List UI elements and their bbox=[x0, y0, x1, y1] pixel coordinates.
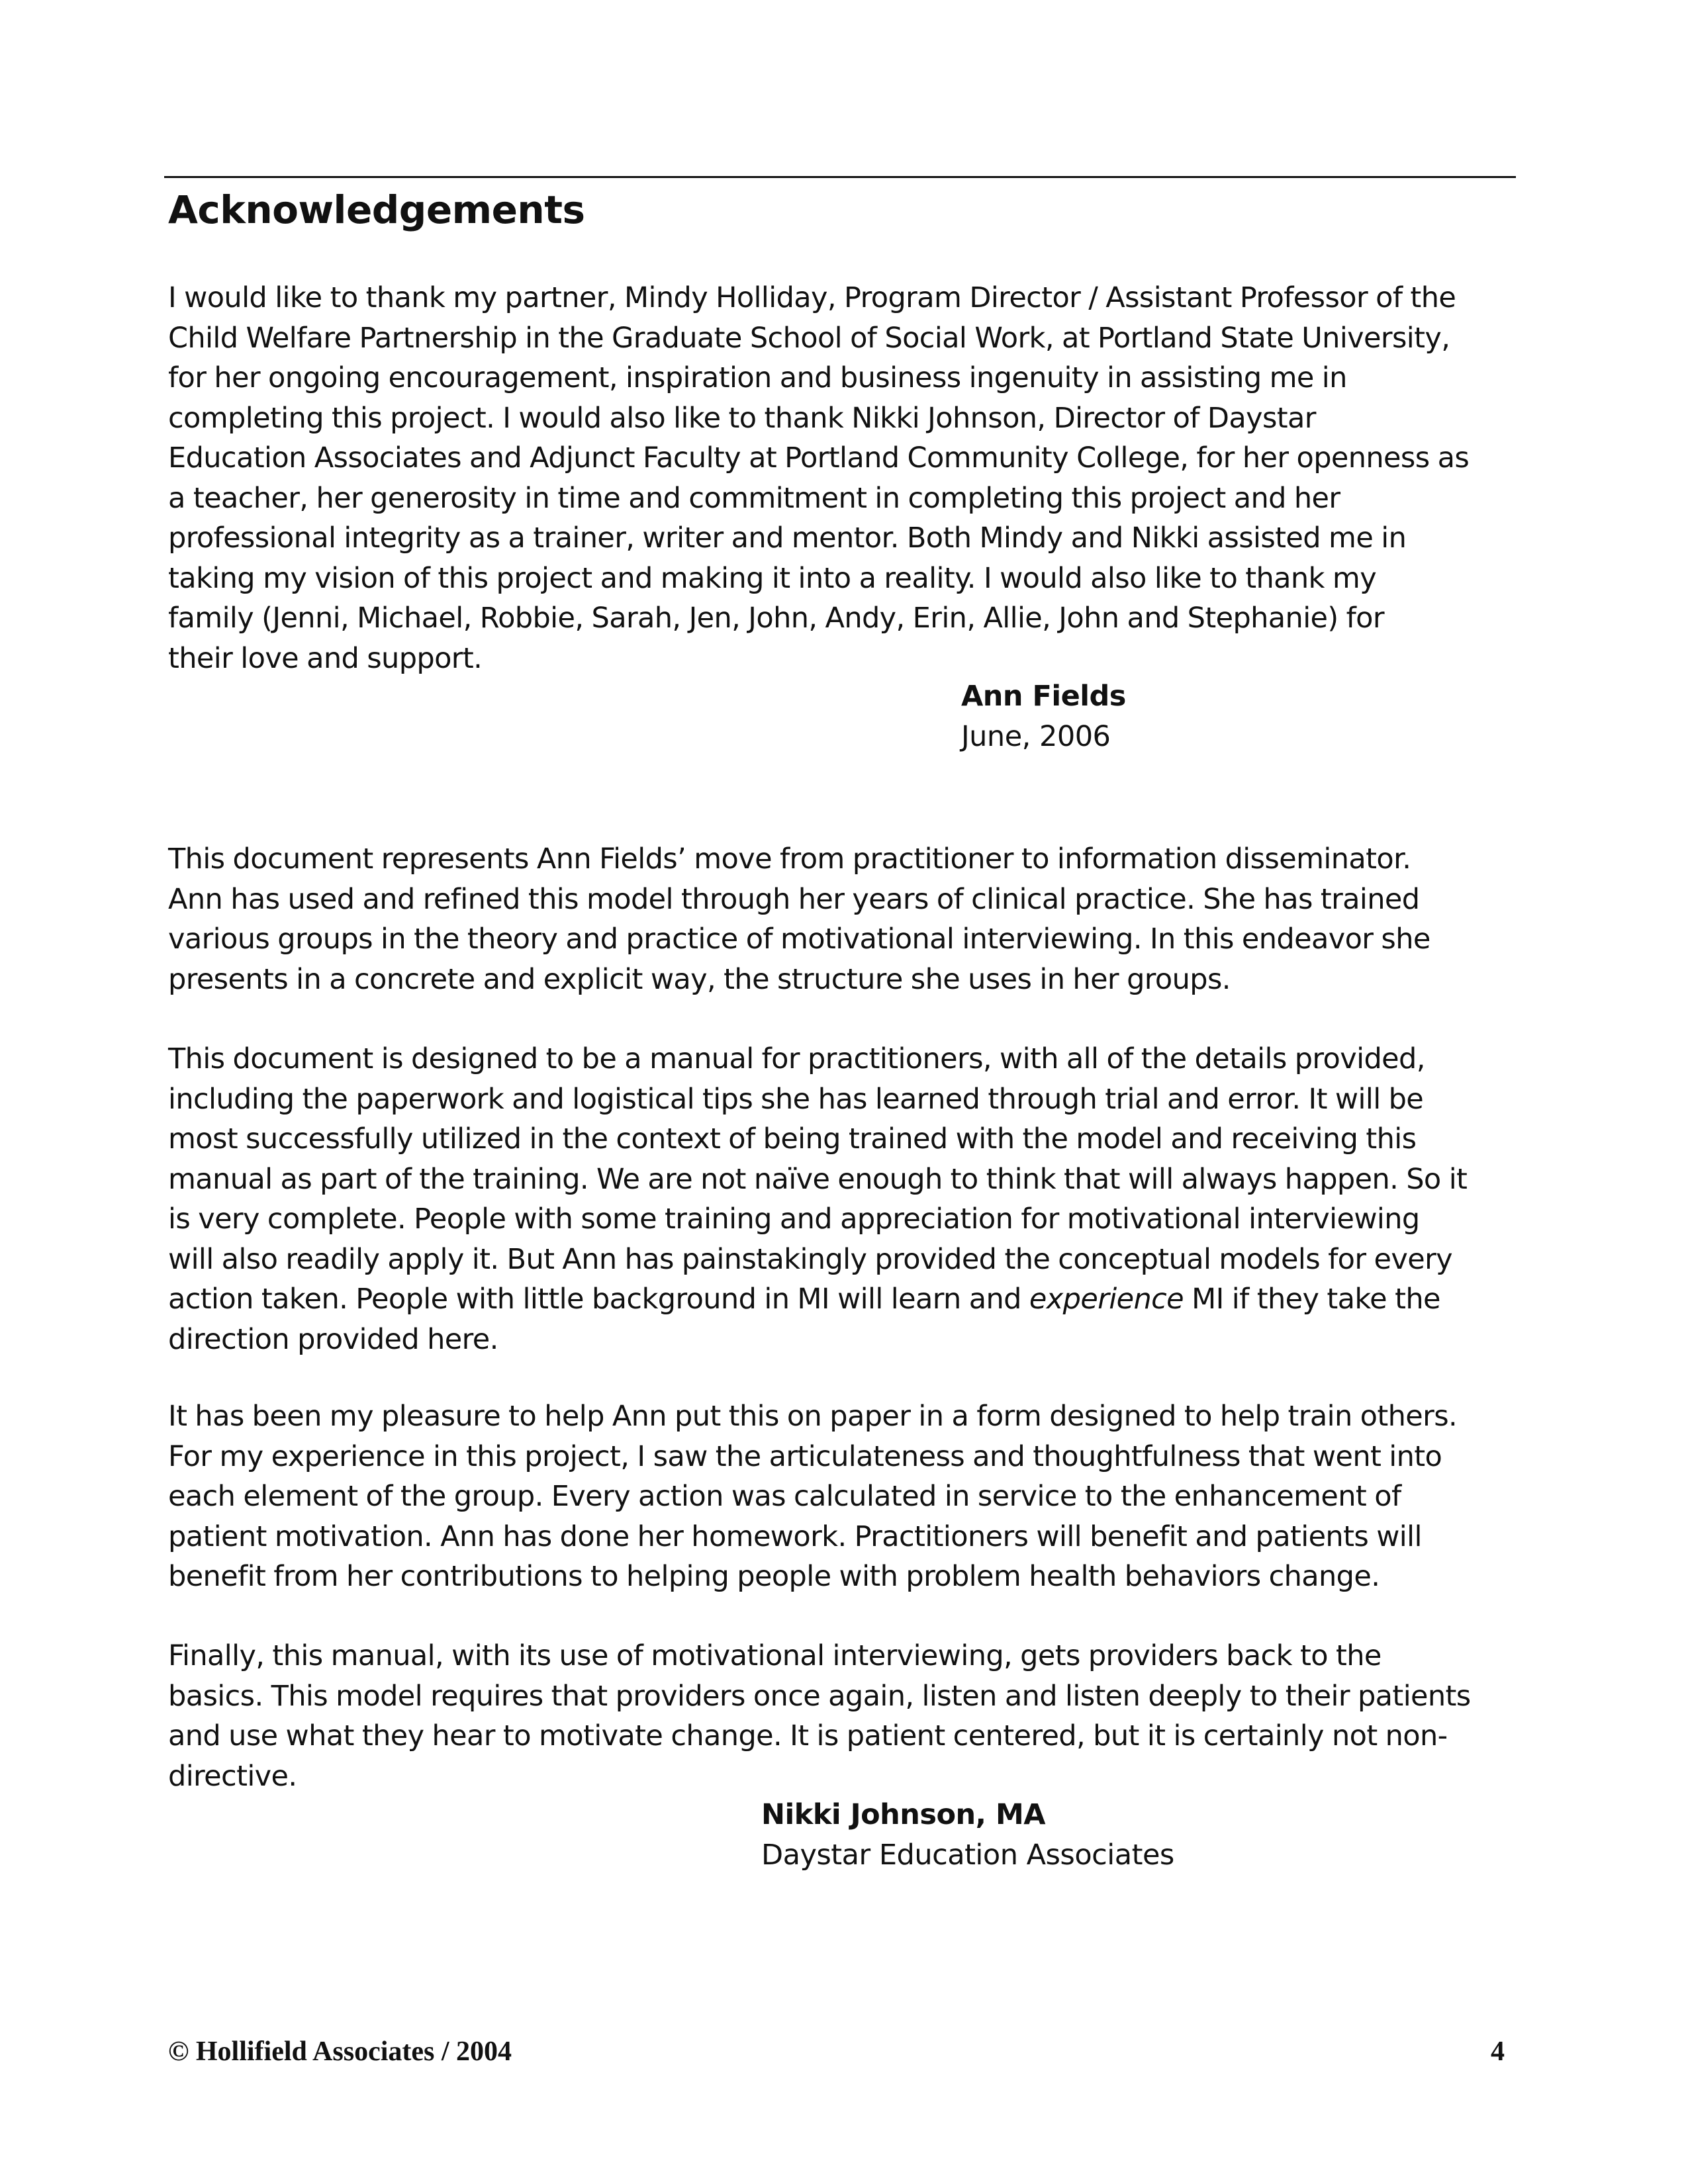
page-number: 4 bbox=[1491, 2036, 1505, 2067]
text-line: benefit from her contributions to helping people with problem health behaviors change. bbox=[168, 1560, 1380, 1593]
text-line: direction provided here. bbox=[168, 1322, 498, 1356]
foreword-author-organization: Daystar Education Associates bbox=[761, 1838, 1174, 1872]
author-date: June, 2006 bbox=[961, 719, 1111, 753]
header-rule bbox=[164, 176, 1516, 178]
text-line: Ann has used and refined this model through her years of clinical practice. She has trained bbox=[168, 882, 1420, 916]
text-line: Finally, this manual, with its use of motivational interviewing, gets providers back to the bbox=[168, 1639, 1382, 1672]
foreword-signature bbox=[761, 1795, 1174, 1875]
text-line: Child Welfare Partnership in the Graduate School of Social Work, at Portland State University, bbox=[168, 321, 1450, 355]
text-line: professional integrity as a trainer, writer and mentor. Both Mindy and Nikki assisted me in bbox=[168, 522, 1407, 555]
foreword-paragraph-1 bbox=[168, 839, 1525, 999]
text-line: patient motivation. Ann has done her homework. Practitioners will benefit and patients will bbox=[168, 1520, 1422, 1553]
text-line: basics. This model requires that providers once again, listen and listen deeply to their patients bbox=[168, 1679, 1471, 1713]
text-line: various groups in the theory and practice of motivational interviewing. In this endeavor she bbox=[168, 923, 1430, 956]
foreword-paragraph-3 bbox=[168, 1396, 1525, 1597]
acknowledgement-paragraph bbox=[168, 278, 1525, 678]
text-line: completing this project. I would also like to thank Nikki Johnson, Director of Daystar bbox=[168, 401, 1316, 435]
author-name: Ann Fields bbox=[961, 680, 1126, 713]
text-line: This document is designed to be a manual for practitioners, with all of the details provided, bbox=[168, 1042, 1425, 1075]
text-line: for her ongoing encouragement, inspiration and business ingenuity in assisting me in bbox=[168, 361, 1347, 394]
text-line: most successfully utilized in the context of being trained with the model and receiving this bbox=[168, 1122, 1417, 1156]
author-signature bbox=[961, 676, 1126, 756]
text-segment: MI if they take the bbox=[1184, 1283, 1440, 1316]
text-line: This document represents Ann Fields’ move from practitioner to information disseminator. bbox=[168, 842, 1411, 876]
text-line-with-emphasis bbox=[168, 1279, 1525, 1320]
text-line: I would like to thank my partner, Mindy Holliday, Program Director / Assistant Professor of the bbox=[168, 281, 1456, 314]
text-line: a teacher, her generosity in time and commitment in completing this project and her bbox=[168, 481, 1340, 515]
page-title: Acknowledgements bbox=[168, 187, 585, 232]
text-line: taking my vision of this project and making it into a reality. I would also like to thank my bbox=[168, 561, 1377, 595]
text-line: Education Associates and Adjunct Faculty at Portland Community College, for her openness as bbox=[168, 441, 1470, 475]
text-line: is very complete. People with some training and appreciation for motivational interviewing bbox=[168, 1203, 1420, 1236]
footer-copyright: © Hollifield Associates / 2004 bbox=[168, 2036, 512, 2067]
text-line: manual as part of the training. We are not naïve enough to think that will always happen. So it bbox=[168, 1162, 1468, 1196]
text-line: It has been my pleasure to help Ann put this on paper in a form designed to help train others. bbox=[168, 1400, 1458, 1433]
text-line: their love and support. bbox=[168, 641, 483, 675]
text-segment: action taken. People with little background in MI will learn and bbox=[168, 1283, 1029, 1316]
foreword-author-name: Nikki Johnson, MA bbox=[761, 1798, 1046, 1831]
text-line: family (Jenni, Michael, Robbie, Sarah, Jen, John, Andy, Erin, Allie, John and Stephanie) for bbox=[168, 602, 1384, 635]
text-line: each element of the group. Every action was calculated in service to the enhancement of bbox=[168, 1480, 1401, 1513]
emphasized-word: experience bbox=[1029, 1283, 1184, 1316]
foreword-paragraph-4 bbox=[168, 1636, 1525, 1796]
text-line: directive. bbox=[168, 1759, 297, 1793]
text-line: presents in a concrete and explicit way, the structure she uses in her groups. bbox=[168, 962, 1231, 996]
text-line: For my experience in this project, I saw the articulateness and thoughtfulness that went into bbox=[168, 1439, 1442, 1473]
text-line: will also readily apply it. But Ann has painstakingly provided the conceptual models for every bbox=[168, 1242, 1452, 1276]
text-line: including the paperwork and logistical tips she has learned through trial and error. It will be bbox=[168, 1082, 1424, 1116]
text-line: and use what they hear to motivate change. It is patient centered, but it is certainly not non- bbox=[168, 1719, 1448, 1752]
foreword-paragraph-2 bbox=[168, 1039, 1525, 1359]
